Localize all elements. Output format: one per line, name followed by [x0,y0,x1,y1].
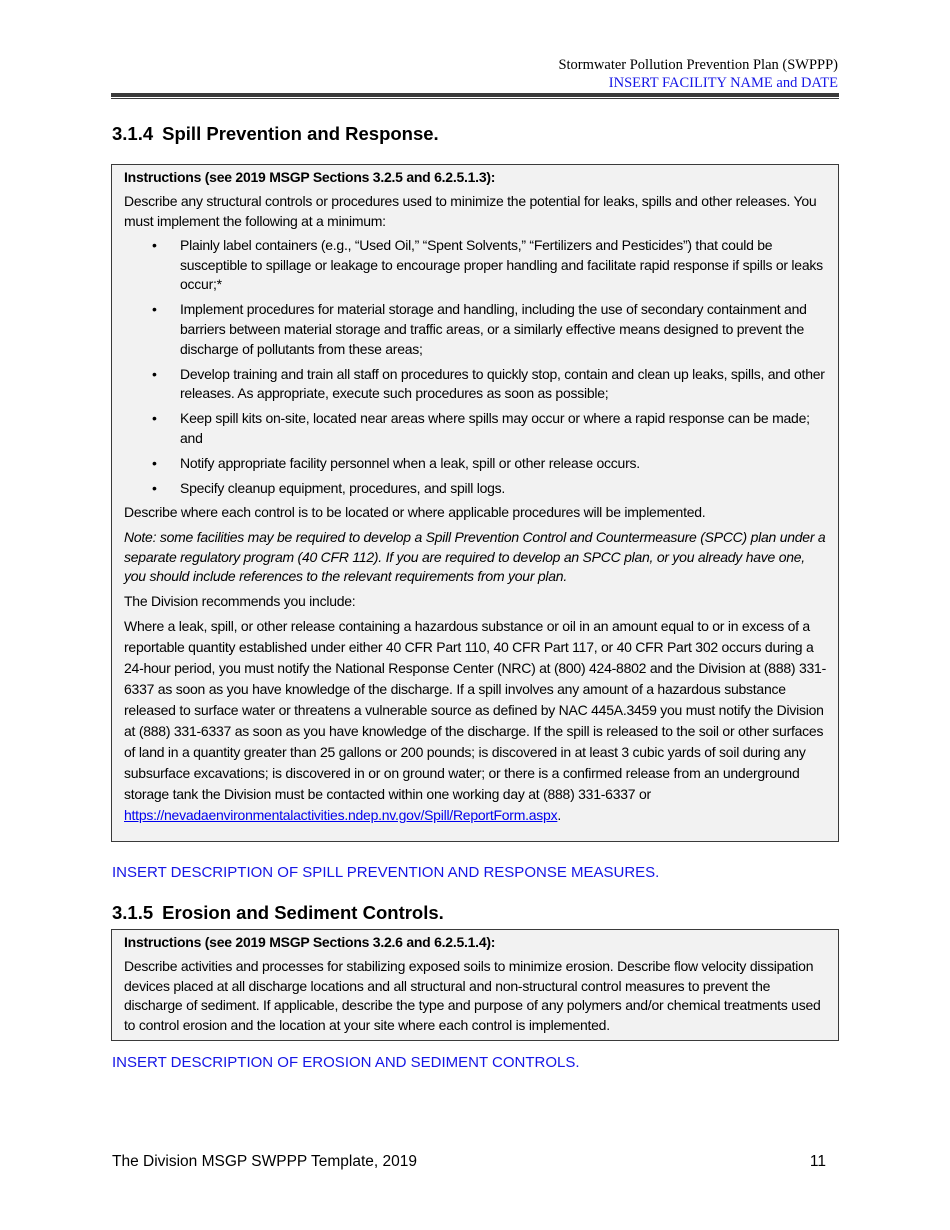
page-number: 11 [809,1153,826,1170]
page-header [558,56,838,92]
bullet-icon: • [152,410,157,427]
list-item: • Implement procedures for material storage and handling, including the use of secondary containment and barriers between material storage and traffic areas, or a similarly effective means designed to prevent the discharge of pollutants from these areas; [152,301,807,357]
list-item: • Plainly label containers (e.g., “Used Oil,” “Spent Solvents,” “Fertilizers and Pesticides”) that could be susceptible to spillage or leakage to encourage proper handling and facilitate rapid response if spills or leaks occur;* [152,236,823,293]
header-facility-placeholder: INSERT FACILITY NAME and DATE [608,75,838,91]
header-title: Stormwater Pollution Prevention Plan (SWPPP) [558,57,838,73]
section-heading-spill [112,123,439,145]
bullet-icon: • [152,479,157,496]
instructions-body: Describe activities and processes for stabilizing exposed soils to minimize erosion. Describe flow velocity dissipation devices placed at all discharge locations and all structural and non-structural control measures to prevent the discharge of sediment. If applicable, describe the type and purpose of any polymers and/or chemical treatments used to control erosion and the location at your site where each control is implemented. [124,957,821,1034]
list-item: • Notify appropriate facility personnel when a leak, spill or other release occurs. [124,454,826,474]
section-title: Spill Prevention and Response. [162,123,439,144]
division-recommends: The Division recommends you include: [124,592,356,609]
instructions-title: Instructions (see 2019 MSGP Sections 3.2.6 and 6.2.5.1.4): [124,934,496,950]
header-divider [111,93,839,99]
spcc-note: Note: some facilities may be required to develop a Spill Prevention Control and Countermeasure (SPCC) plan under a separate regulatory program (40 CFR 112). If you are required to develop an SPCC plan, or you already have one, you should include references to the relevant requirements from your plan. [124,528,826,585]
list-item: • Develop training and train all staff on procedures to quickly stop, contain and clean up leaks, spills, and other releases. As appropriate, execute such procedures as soon as possible; [152,365,825,402]
insert-erosion-description: INSERT DESCRIPTION OF EROSION AND SEDIMENT CONTROLS. [112,1054,580,1071]
list-item: • Keep spill kits on-site, located near areas where spills may occur or where a rapid response can be made; and [152,410,810,447]
bullet-icon: • [152,301,157,318]
instructions-box-spill [111,164,839,842]
bullet-icon: • [152,454,157,471]
insert-spill-description: INSERT DESCRIPTION OF SPILL PREVENTION AND RESPONSE MEASURES. [112,864,660,881]
spill-report-link[interactable]: https://nevadaenvironmentalactivities.ndep.nv.gov/Spill/ReportForm.aspx [124,806,558,823]
bullet-icon: • [152,236,157,253]
instructions-intro: Describe any structural controls or procedures used to minimize the potential for leaks, spills and other releases. You must implement the following at a minimum: [124,192,817,229]
page-footer [112,1153,826,1171]
instructions-title: Instructions (see 2019 MSGP Sections 3.2.5 and 6.2.5.1.3): [124,169,496,185]
section-number: 3.1.4 [112,123,154,144]
bullet-icon: • [152,365,157,382]
section-title: Erosion and Sediment Controls. [162,902,444,923]
requirements-list [124,236,826,499]
section-number: 3.1.5 [112,902,154,923]
list-item: • Specify cleanup equipment, procedures, and spill logs. [124,479,826,499]
division-spill-reporting-text: Where a leak, spill, or other release containing a hazardous substance or oil in an amount equal to or in excess of a reportable quantity established under either 40 CFR Part 110, 40 CFR Part 117, or 40 CFR Part 302 occurs during a 24-hour period, you must notify the National Response Center (NRC) at (800) 424-8802 and the Division at (888) 331-6337 as soon as you have knowledge of the discharge. If a spill involves any amount of a hazardous substance released to surface water or threatens a vulnerable source as defined by NAC 445A.3459 you must notify the Division at (888) 331-6337 as soon as you have knowledge of the discharge. If the spill is released to the soil or other surfaces of land in a quantity greater than 25 gallons or 200 pounds; is discovered in at least 3 cubic yards of soil during any subsurface excavations; is discovered in or on ground water; or there is a confirmed release from an underground storage tank the Division must be contacted within one working day at (888) 331-6337 or https://nevadaenvironmentalactivities.ndep.nv.gov/Spill/ReportForm.aspx. [124,617,826,823]
instructions-box-erosion [111,929,839,1041]
describe-where-text: Describe where each control is to be located or where applicable procedures will be implemented. [124,504,706,521]
footer-template-name: The Division MSGP SWPPP Template, 2019 [112,1153,417,1170]
section-heading-erosion [112,902,444,924]
